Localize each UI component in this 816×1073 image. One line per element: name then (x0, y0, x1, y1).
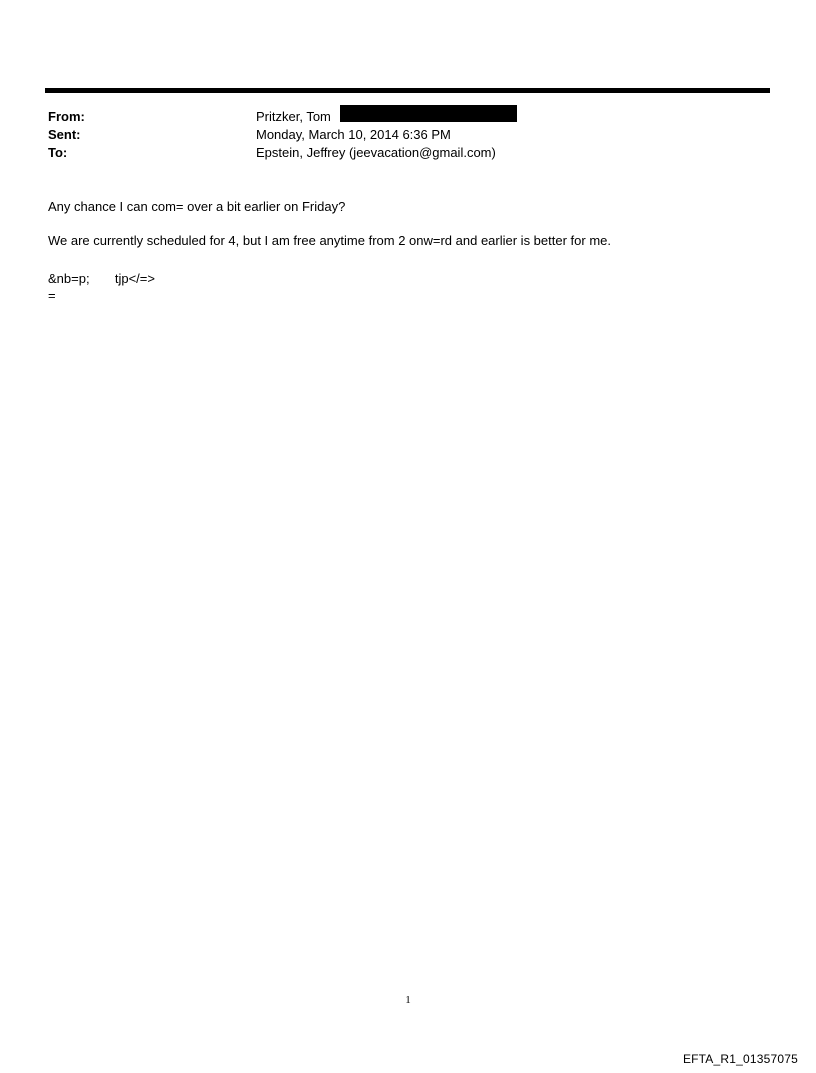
email-body-line-2: We are currently scheduled for 4, but I am free anytime from 2 onw=rd and earlier is better for me. (48, 233, 611, 248)
email-signature-line: &nb=p; tjp</=> (48, 271, 155, 286)
from-label: From: (48, 109, 85, 124)
from-value: Pritzker, Tom (256, 109, 331, 124)
to-label: To: (48, 145, 68, 160)
sent-value: Monday, March 10, 2014 6:36 PM (256, 127, 451, 142)
email-body-trailing-char: = (48, 288, 56, 303)
redaction-block (340, 105, 517, 122)
header-divider-rule (45, 88, 770, 93)
page-number: 1 (405, 994, 411, 1006)
document-id: EFTA_R1_01357075 (682, 1052, 798, 1066)
sent-row (48, 126, 768, 144)
to-row (48, 144, 768, 162)
sent-label: Sent: (48, 127, 81, 142)
to-value: Epstein, Jeffrey (jeevacation@gmail.com) (256, 145, 496, 160)
email-body-line-1: Any chance I can com= over a bit earlier on Friday? (48, 199, 346, 214)
